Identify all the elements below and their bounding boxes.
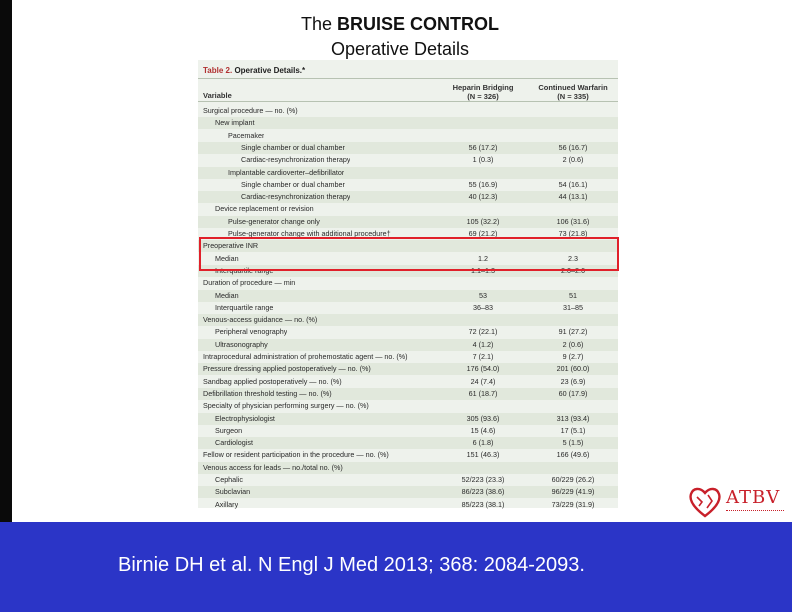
- warfarin-value: 73/229 (31.9): [551, 499, 595, 509]
- heparin-value: 55 (16.9): [468, 179, 498, 189]
- warfarin-value: 2.0–2.6: [561, 265, 585, 275]
- column-header-heparin: [438, 83, 528, 101]
- header-bottom-rule: [198, 101, 618, 102]
- row-label: Axillary: [215, 499, 239, 509]
- warfarin-value: 9 (2.7): [562, 352, 584, 361]
- col2-header-line2: (N = 335): [557, 92, 589, 101]
- inr-highlight-box: [199, 237, 619, 271]
- heparin-value: 86/223 (38.6): [461, 487, 505, 497]
- heart-icon: [688, 485, 722, 519]
- title-prefix: The: [300, 14, 338, 34]
- atbv-logo: [688, 484, 788, 520]
- table-row: [198, 302, 618, 314]
- row-label: Single chamber or dual chamber: [241, 179, 345, 189]
- table-row: [198, 167, 618, 179]
- row-label: Implantable cardioverter–defibrillator: [228, 167, 345, 177]
- table-caption-text: Operative Details.*: [234, 66, 306, 75]
- row-label: Pacemaker: [228, 130, 265, 140]
- row-label: Cephalic: [215, 475, 243, 484]
- warfarin-value: 2.3: [568, 253, 578, 263]
- left-edge-bar: [0, 0, 12, 522]
- warfarin-value: 31–85: [563, 302, 583, 312]
- operative-details-table: [198, 60, 618, 508]
- row-label: Duration of procedure — min: [203, 278, 296, 288]
- heparin-value: 72 (22.1): [468, 327, 498, 337]
- heparin-value: 40 (12.3): [468, 192, 498, 202]
- warfarin-value: 73 (21.8): [558, 229, 588, 238]
- warfarin-value: 5 (1.5): [562, 438, 584, 448]
- variable-header: Variable: [203, 91, 232, 100]
- heparin-value: 24 (7.4): [470, 376, 496, 386]
- warfarin-value: 23 (6.9): [560, 376, 586, 386]
- table-row: [198, 105, 618, 117]
- col1-header-line1: Heparin Bridging: [452, 83, 514, 92]
- warfarin-value: 60/229 (26.2): [551, 475, 595, 484]
- heparin-value: 1.2: [478, 253, 488, 263]
- heparin-value: 69 (21.2): [468, 229, 498, 238]
- logo-text: ATBV: [726, 487, 781, 508]
- warfarin-value: 96/229 (41.9): [551, 487, 595, 497]
- warfarin-value: 54 (16.1): [558, 179, 588, 189]
- heparin-value: 1.1–1.3: [471, 265, 495, 275]
- warfarin-value: 60 (17.9): [558, 388, 588, 398]
- warfarin-value: 44 (13.1): [558, 192, 588, 202]
- heparin-value: 6 (1.8): [472, 438, 494, 448]
- heparin-value: 85/223 (38.1): [461, 499, 505, 509]
- col2-header-line1: Continued Warfarin: [538, 83, 608, 92]
- heparin-value: 52/223 (23.3): [461, 475, 505, 484]
- table-row: [198, 462, 618, 474]
- row-label: Interquartile range: [215, 265, 274, 275]
- table-row: [198, 154, 618, 166]
- warfarin-value: 201 (60.0): [556, 364, 590, 374]
- row-label: Fellow or resident participation in the procedure — no. (%): [203, 450, 389, 460]
- warfarin-value: 2 (0.6): [562, 155, 584, 165]
- table-row: [198, 191, 618, 203]
- row-label: Interquartile range: [215, 302, 274, 312]
- table-row: [198, 425, 618, 437]
- slide-title: [0, 13, 792, 35]
- row-label: Subclavian: [215, 487, 251, 497]
- heparin-value: 105 (32.2): [466, 216, 500, 226]
- table-row: [198, 130, 618, 142]
- heparin-value: 56 (17.2): [468, 142, 498, 152]
- warfarin-value: 166 (49.6): [556, 450, 590, 460]
- table-row: [198, 499, 618, 511]
- table-row: [198, 400, 618, 412]
- table-row: [198, 203, 618, 215]
- table-row: [198, 351, 618, 363]
- row-label: Peripheral venography: [215, 327, 288, 337]
- table-row: [198, 388, 618, 400]
- row-label: Cardiac-resynchronization therapy: [241, 155, 351, 165]
- warfarin-value: 106 (31.6): [556, 216, 590, 226]
- table-row: [198, 486, 618, 498]
- table-caption-label: Table 2.: [203, 66, 233, 75]
- table-row: [198, 277, 618, 289]
- heparin-value: 61 (18.7): [468, 388, 498, 398]
- row-label: Pressure dressing applied postoperatively — no. (%): [203, 364, 371, 374]
- table-row: [198, 413, 618, 425]
- row-label: Ultrasonography: [215, 339, 268, 349]
- row-label: New implant: [215, 118, 255, 128]
- title-bold: BRUISE CONTROL: [337, 14, 500, 34]
- row-label: Defibrillation threshold testing — no. (%): [203, 388, 332, 398]
- table-row: [198, 363, 618, 375]
- table-row: [198, 326, 618, 338]
- row-label: Median: [215, 253, 239, 263]
- row-label: Cardiologist: [215, 438, 253, 448]
- heparin-value: 53: [479, 290, 487, 300]
- heparin-value: 36–83: [473, 302, 493, 312]
- heparin-value: 151 (46.3): [466, 450, 500, 460]
- row-label: Median: [215, 290, 239, 300]
- row-label: Sandbag applied postoperatively — no. (%): [203, 376, 342, 386]
- table-row: [198, 474, 618, 486]
- table-row: [198, 339, 618, 351]
- row-label: Surgeon: [215, 425, 243, 435]
- row-label: Surgical procedure — no. (%): [203, 106, 298, 115]
- warfarin-value: 91 (27.2): [558, 327, 588, 337]
- header-top-rule: [198, 78, 618, 79]
- row-label: Single chamber or dual chamber: [241, 142, 345, 152]
- table-row: [198, 142, 618, 154]
- heparin-value: 176 (54.0): [466, 364, 500, 374]
- warfarin-value: 2 (0.6): [562, 339, 584, 349]
- heparin-value: 305 (93.6): [466, 413, 500, 423]
- row-label: Venous access for leads — no./total no. (%): [203, 462, 343, 472]
- table-row: [198, 314, 618, 326]
- heparin-value: 4 (1.2): [472, 339, 494, 349]
- row-label: Device replacement or revision: [215, 204, 314, 214]
- row-label: Cardiac-resynchronization therapy: [241, 192, 351, 202]
- heparin-value: 7 (2.1): [472, 352, 494, 361]
- table-row: [198, 179, 618, 191]
- citation: Birnie DH et al. N Engl J Med 2013; 368: 2084-2093.: [118, 554, 585, 576]
- row-label: Intraprocedural administration of prohemostatic agent — no. (%): [203, 352, 408, 361]
- table-row: [198, 376, 618, 388]
- row-label: Electrophysiologist: [215, 413, 275, 423]
- heparin-value: 1 (0.3): [472, 155, 494, 165]
- column-header-warfarin: [528, 83, 618, 101]
- col1-header-line2: (N = 326): [467, 92, 499, 101]
- logo-underline: [726, 510, 784, 513]
- table-row: [198, 449, 618, 461]
- warfarin-value: 17 (5.1): [560, 425, 586, 435]
- warfarin-value: 51: [569, 290, 577, 300]
- table-row: [198, 290, 618, 302]
- table-row: [198, 117, 618, 129]
- row-label: Specialty of physician performing surgery — no. (%): [203, 401, 369, 411]
- row-label: Venous-access guidance — no. (%): [203, 315, 318, 325]
- table-row: [198, 437, 618, 449]
- warfarin-value: 56 (16.7): [558, 142, 588, 152]
- warfarin-value: 313 (93.4): [556, 413, 590, 423]
- table-caption: [203, 66, 305, 75]
- row-label: Pulse-generator change with additional procedure†: [228, 229, 391, 238]
- slide-subtitle: Operative Details: [330, 39, 470, 59]
- heparin-value: 15 (4.6): [470, 425, 496, 435]
- table-row: [198, 216, 618, 228]
- row-label: Preoperative INR: [203, 241, 259, 251]
- row-label: Pulse-generator change only: [228, 216, 320, 226]
